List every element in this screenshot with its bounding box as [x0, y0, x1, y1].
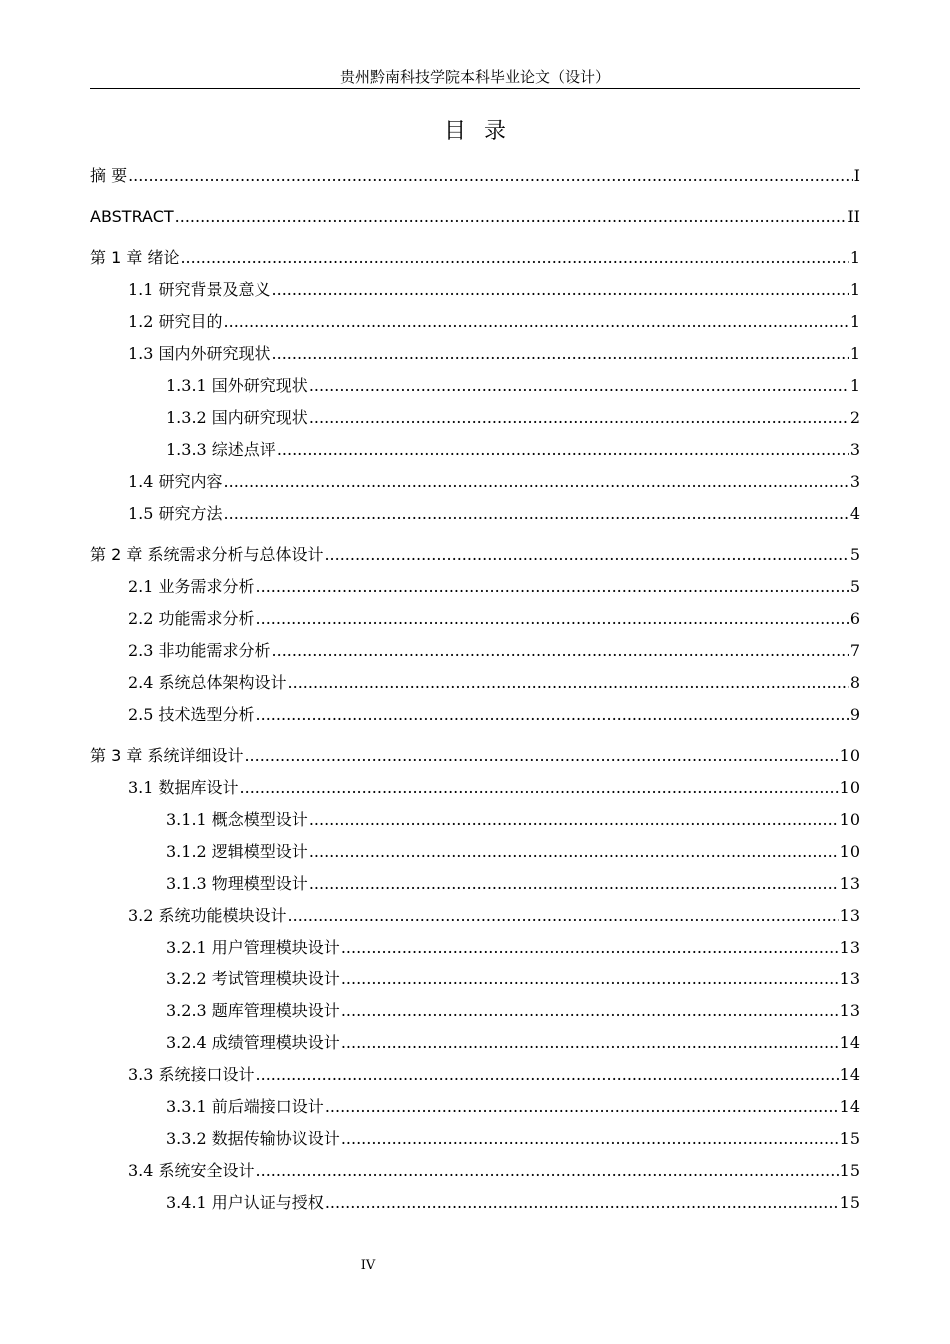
- toc-leader-dots: [224, 504, 849, 524]
- toc-leader-dots: [325, 1193, 839, 1213]
- toc-leader-dots: [256, 577, 849, 597]
- toc-subsection-entry[interactable]: [166, 374, 860, 396]
- toc-leader-dots: [277, 440, 849, 460]
- toc-subsection-entry[interactable]: [166, 967, 860, 989]
- toc-leader-dots: [309, 874, 839, 894]
- toc-subsection-entry[interactable]: [166, 808, 860, 830]
- toc-leader-dots: [256, 1065, 839, 1085]
- toc-chapter-entry[interactable]: [90, 744, 860, 766]
- toc-entry-text: 2.4 系统总体架构设计: [128, 673, 287, 692]
- toc-subsection-entry[interactable]: [166, 1127, 860, 1149]
- toc-page-number: 7: [849, 641, 860, 660]
- toc-section-entry[interactable]: [128, 1159, 860, 1181]
- toc-leader-dots: [240, 778, 839, 798]
- toc-section-entry[interactable]: [128, 776, 860, 798]
- toc-page-number: 13: [839, 906, 860, 925]
- toc-entry-text: 第 3 章 系统详细设计: [90, 746, 244, 765]
- toc-section-entry[interactable]: [128, 904, 860, 926]
- toc-page-number: 13: [839, 938, 860, 957]
- toc-subsection-entry[interactable]: [166, 1095, 860, 1117]
- toc-leader-dots: [175, 207, 847, 227]
- toc-section-entry[interactable]: [128, 575, 860, 597]
- toc-page-number: 10: [839, 842, 860, 861]
- toc-page-number: 2: [849, 408, 860, 427]
- toc-page-number: 10: [839, 778, 860, 797]
- toc-section-entry[interactable]: [128, 278, 860, 300]
- toc-entry-text: 摘 要: [90, 166, 128, 185]
- toc-entry-text: 1.3.3 综述点评: [166, 440, 276, 459]
- toc-leader-dots: [180, 248, 848, 268]
- toc-chapter-entry[interactable]: [90, 205, 860, 227]
- toc-section-entry[interactable]: [128, 607, 860, 629]
- toc-leader-dots: [309, 810, 839, 830]
- toc-page-number: 1: [849, 376, 860, 395]
- toc-subsection-entry[interactable]: [166, 999, 860, 1021]
- toc-subsection-entry[interactable]: [166, 840, 860, 862]
- toc-page-number: 5: [849, 577, 860, 596]
- toc-leader-dots: [325, 1097, 839, 1117]
- toc-entry-text: 3.2 系统功能模块设计: [128, 906, 287, 925]
- toc-leader-dots: [272, 280, 849, 300]
- toc-page-number: 1: [849, 344, 860, 363]
- toc-leader-dots: [341, 969, 839, 989]
- toc-entry-text: 3.2.3 题库管理模块设计: [166, 1001, 340, 1020]
- toc-page-number: 1: [849, 312, 860, 331]
- toc-entry-text: 3.3.2 数据传输协议设计: [166, 1129, 340, 1148]
- toc-page-number: 10: [839, 746, 860, 765]
- toc-chapter-entry[interactable]: [90, 246, 860, 268]
- toc-page-number: 4: [849, 504, 860, 523]
- toc-leader-dots: [309, 842, 839, 862]
- toc-chapter-entry[interactable]: [90, 543, 860, 565]
- toc-leader-dots: [256, 1161, 839, 1181]
- toc-section-entry[interactable]: [128, 502, 860, 524]
- toc-leader-dots: [224, 472, 849, 492]
- toc-page-number: 3: [849, 440, 860, 459]
- toc-entry-text: 1.1 研究背景及意义: [128, 280, 271, 299]
- table-of-contents: [90, 0, 860, 1344]
- toc-page-number: 14: [839, 1033, 860, 1052]
- toc-section-entry[interactable]: [128, 470, 860, 492]
- toc-leader-dots: [341, 1129, 839, 1149]
- toc-leader-dots: [272, 641, 849, 661]
- toc-section-entry[interactable]: [128, 1063, 860, 1085]
- toc-subsection-entry[interactable]: [166, 406, 860, 428]
- toc-leader-dots: [341, 1033, 839, 1053]
- toc-page-number: 6: [849, 609, 860, 628]
- toc-leader-dots: [224, 312, 849, 332]
- toc-entry-text: ABSTRACT: [90, 207, 174, 226]
- toc-leader-dots: [309, 408, 849, 428]
- toc-page-number: 5: [849, 545, 860, 564]
- toc-entry-text: 3.1 数据库设计: [128, 778, 239, 797]
- toc-entry-text: 2.5 技术选型分析: [128, 705, 255, 724]
- toc-entry-text: 1.4 研究内容: [128, 472, 223, 491]
- toc-subsection-entry[interactable]: [166, 936, 860, 958]
- toc-entry-text: 1.5 研究方法: [128, 504, 223, 523]
- toc-entry-text: 3.2.4 成绩管理模块设计: [166, 1033, 340, 1052]
- toc-entry-text: 3.4.1 用户认证与授权: [166, 1193, 324, 1212]
- toc-entry-text: 1.3.2 国内研究现状: [166, 408, 308, 427]
- toc-page-number: 3: [849, 472, 860, 491]
- page-header: 贵州黔南科技学院本科毕业论文（设计）: [339, 68, 610, 86]
- toc-subsection-entry[interactable]: [166, 438, 860, 460]
- toc-page-number: 8: [849, 673, 860, 692]
- toc-entry-text: 3.1.3 物理模型设计: [166, 874, 308, 893]
- toc-page-number: 14: [839, 1065, 860, 1084]
- toc-leader-dots: [256, 705, 849, 725]
- page-number: IV: [360, 1258, 376, 1273]
- toc-entry-text: 3.2.1 用户管理模块设计: [166, 938, 340, 957]
- toc-page-number: 1: [849, 280, 860, 299]
- toc-leader-dots: [324, 545, 848, 565]
- toc-entry-text: 2.2 功能需求分析: [128, 609, 255, 628]
- toc-leader-dots: [128, 166, 853, 186]
- toc-page-number: 1: [849, 248, 860, 267]
- toc-entry-text: 3.4 系统安全设计: [128, 1161, 255, 1180]
- toc-leader-dots: [288, 906, 839, 926]
- toc-entry-text: 2.1 业务需求分析: [128, 577, 255, 596]
- toc-section-entry[interactable]: [128, 671, 860, 693]
- toc-page-number: I: [853, 166, 860, 185]
- toc-entry-text: 1.3.1 国外研究现状: [166, 376, 308, 395]
- toc-entry-text: 1.3 国内外研究现状: [128, 344, 271, 363]
- toc-entry-text: 3.1.1 概念模型设计: [166, 810, 308, 829]
- toc-entry-text: 第 1 章 绪论: [90, 248, 180, 267]
- toc-page-number: 13: [839, 969, 860, 988]
- toc-section-entry[interactable]: [128, 310, 860, 332]
- toc-page-number: 15: [839, 1129, 860, 1148]
- toc-leader-dots: [341, 938, 839, 958]
- toc-entry-text: 3.3 系统接口设计: [128, 1065, 255, 1084]
- toc-page-number: 9: [849, 705, 860, 724]
- toc-section-entry[interactable]: [128, 639, 860, 661]
- toc-leader-dots: [341, 1001, 839, 1021]
- toc-entry-text: 2.3 非功能需求分析: [128, 641, 271, 660]
- toc-section-entry[interactable]: [128, 703, 860, 725]
- toc-leader-dots: [256, 609, 849, 629]
- toc-subsection-entry[interactable]: [166, 1191, 860, 1213]
- toc-page-number: 13: [839, 1001, 860, 1020]
- toc-page-number: 15: [839, 1161, 860, 1180]
- toc-entry-text: 3.1.2 逻辑模型设计: [166, 842, 308, 861]
- toc-section-entry[interactable]: [128, 342, 860, 364]
- toc-entry-text: 第 2 章 系统需求分析与总体设计: [90, 545, 324, 564]
- toc-page-number: 14: [839, 1097, 860, 1116]
- toc-leader-dots: [288, 673, 849, 693]
- toc-title: 目录: [443, 119, 524, 144]
- toc-page-number: 10: [839, 810, 860, 829]
- toc-entry-text: 3.3.1 前后端接口设计: [166, 1097, 324, 1116]
- toc-page-number: 15: [839, 1193, 860, 1212]
- toc-page-number: II: [847, 207, 860, 226]
- toc-leader-dots: [272, 344, 849, 364]
- toc-subsection-entry[interactable]: [166, 1031, 860, 1053]
- toc-chapter-entry[interactable]: [90, 164, 860, 186]
- toc-entry-text: 3.2.2 考试管理模块设计: [166, 969, 340, 988]
- toc-leader-dots: [309, 376, 849, 396]
- toc-page-number: 13: [839, 874, 860, 893]
- toc-leader-dots: [244, 746, 838, 766]
- toc-entry-text: 1.2 研究目的: [128, 312, 223, 331]
- toc-subsection-entry[interactable]: [166, 872, 860, 894]
